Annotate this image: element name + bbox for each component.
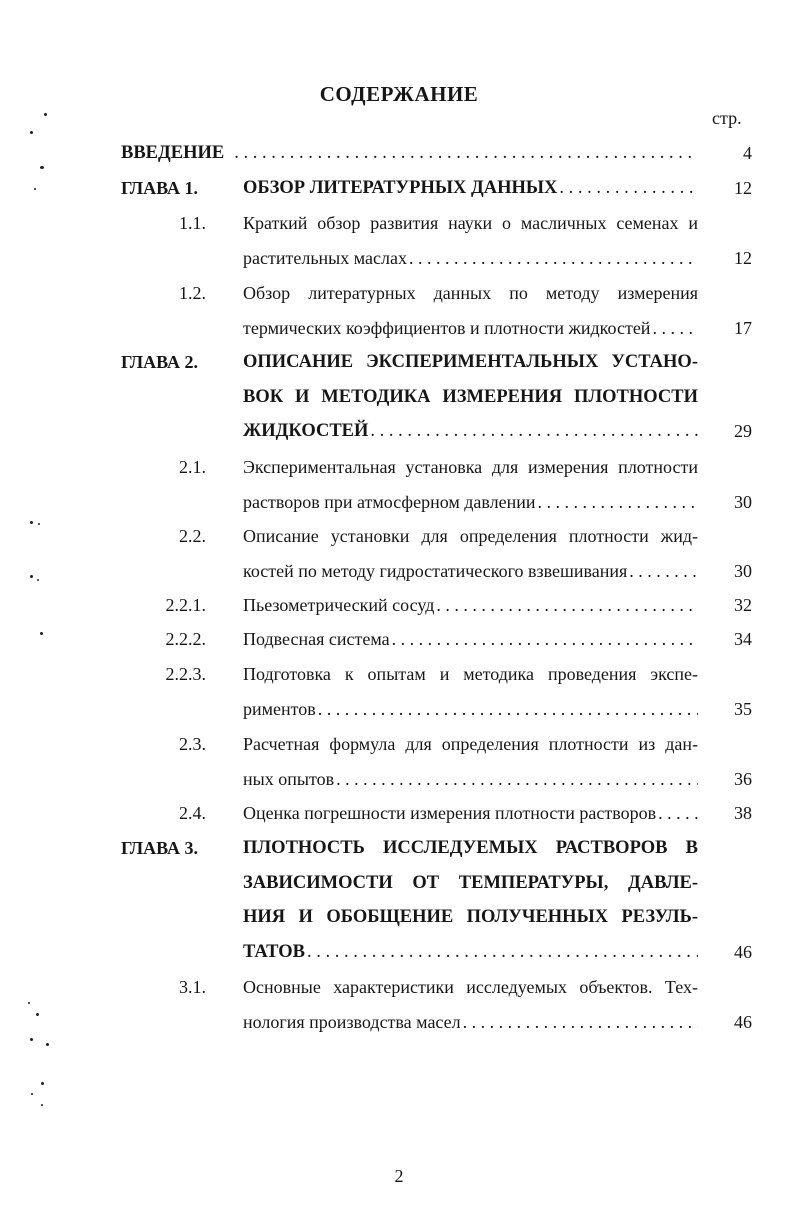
toc-section-number: 2.2. — [179, 526, 206, 546]
toc-page-number: 46 — [734, 942, 752, 962]
toc-line: ВОК И МЕТОДИКА ИЗМЕРЕНИЯ ПЛОТНОСТИ — [243, 386, 698, 407]
toc-line: Краткий обзор развития науки о масличных семенах и — [243, 213, 698, 233]
toc-line-text: растительных маслах — [243, 247, 407, 268]
toc-line: Расчетная формула для определения плотности из дан- — [243, 734, 698, 754]
toc-line-text: растворов при атмосферном давлении — [243, 491, 536, 512]
toc-page-number: 32 — [734, 595, 752, 615]
toc-entry-text — [243, 519, 698, 588]
footer-page-number: 2 — [394, 1166, 404, 1186]
leader-dots — [234, 136, 698, 171]
toc-page-number: 35 — [734, 698, 752, 719]
toc-entry-text — [243, 276, 698, 345]
toc-line — [121, 136, 698, 171]
toc-entry-text — [243, 206, 698, 275]
toc-line — [243, 241, 698, 276]
toc-section-number: 3.1. — [179, 977, 206, 997]
toc-line — [243, 796, 698, 831]
toc-page-number: 38 — [734, 803, 752, 823]
toc-line: ЗАВИСИМОСТИ ОТ ТЕМПЕРАТУРЫ, ДАВЛЕ- — [243, 872, 698, 893]
toc-entry-text — [121, 136, 698, 171]
leader-dots — [392, 622, 698, 657]
leader-dots — [463, 1005, 698, 1040]
toc-page-number: 12 — [734, 247, 752, 268]
toc-line-text: ТАТОВ — [243, 941, 305, 962]
toc-entry-text — [243, 588, 698, 623]
toc-entry-text — [243, 796, 698, 831]
toc-line — [243, 171, 698, 206]
toc-line-text: ных опытов — [243, 768, 335, 789]
toc-line — [243, 588, 698, 623]
toc-line-text: нология производства масел — [243, 1011, 461, 1032]
toc-line-text: Оценка погрешности измерения плотности растворов — [243, 803, 657, 823]
toc-page-number: 17 — [734, 317, 752, 338]
toc-line — [243, 692, 698, 727]
toc-line — [243, 1005, 698, 1040]
toc-line — [243, 762, 698, 797]
toc-entry-text — [243, 727, 698, 796]
toc-line: ПЛОТНОСТЬ ИССЛЕДУЕМЫХ РАСТВОРОВ В — [243, 838, 698, 858]
leader-dots — [559, 171, 698, 206]
toc-entry-text — [243, 345, 698, 449]
toc-page-number: 34 — [734, 629, 752, 649]
toc-section-number: 2.2.2. — [165, 629, 206, 649]
toc-line-text: ВВЕДЕНИЕ — [121, 143, 225, 163]
toc-page-number: 36 — [734, 768, 752, 789]
page-column-label: стр. — [712, 108, 742, 128]
toc-line: Подготовка к опытам и методика проведения экспе- — [243, 664, 698, 684]
toc-line — [243, 554, 698, 589]
leader-dots — [652, 311, 698, 346]
toc-line-text: ОБЗОР ЛИТЕРАТУРНЫХ ДАННЫХ — [243, 178, 558, 198]
toc-line: Экспериментальная установка для измерения плотности — [243, 457, 698, 477]
toc-page-number: 46 — [734, 1011, 752, 1032]
toc-line-text: костей по методу гидростатического взвешивания — [243, 560, 628, 581]
toc-entry-text — [243, 970, 698, 1039]
toc-line — [243, 935, 698, 970]
toc-line-text: Пьезометрический сосуд — [243, 595, 435, 615]
toc-section-number: 2.3. — [179, 734, 206, 754]
toc-section-number: 2.2.1. — [165, 595, 206, 615]
toc-line: НИЯ И ОБОБЩЕНИЕ ПОЛУЧЕННЫХ РЕЗУЛЬ- — [243, 907, 698, 927]
toc-section-number: 1.1. — [179, 213, 206, 233]
toc-line-text: Подвесная система — [243, 629, 390, 649]
toc-page-number: 12 — [734, 178, 752, 198]
toc-line: Обзор литературных данных по методу измерения — [243, 283, 698, 303]
toc-section-number: 1.2. — [179, 283, 206, 303]
toc-entry-text — [243, 831, 698, 969]
toc-entry-text — [243, 622, 698, 657]
toc-page-number: 30 — [734, 560, 752, 581]
toc-chapter-label: ГЛАВА 3. — [121, 838, 199, 858]
leader-dots — [436, 588, 698, 623]
toc-line — [243, 311, 698, 346]
toc-line-text: термических коэффициентов и плотности жидкостей — [243, 317, 651, 338]
toc-line: Основные характеристики исследуемых объектов. Тех- — [243, 977, 698, 997]
toc-line — [243, 622, 698, 657]
toc-section-number: 2.4. — [179, 803, 206, 823]
toc-page-number: 29 — [734, 421, 752, 441]
toc-page-number: 30 — [734, 491, 752, 512]
toc-section-number: 2.1. — [179, 457, 206, 477]
toc-line-text: ЖИДКОСТЕЙ — [243, 421, 369, 441]
toc-chapter-label: ГЛАВА 1. — [121, 178, 199, 198]
toc-entry-text — [243, 657, 698, 726]
leader-dots — [658, 796, 698, 831]
toc-section-number: 2.2.3. — [165, 664, 206, 684]
toc-line: ОПИСАНИЕ ЭКСПЕРИМЕНТАЛЬНЫХ УСТАНО- — [243, 352, 698, 372]
leader-dots — [409, 241, 698, 276]
toc-line — [243, 414, 698, 449]
leader-dots — [629, 554, 698, 589]
toc-entry-text — [243, 450, 698, 519]
leader-dots — [318, 692, 698, 727]
leader-dots — [336, 762, 698, 797]
leader-dots — [370, 414, 698, 449]
toc-line-text: риментов — [243, 698, 316, 719]
toc-entry-text — [243, 171, 698, 206]
toc-line: Описание установки для определения плотности жид- — [243, 526, 698, 546]
toc-chapter-label: ГЛАВА 2. — [121, 352, 199, 372]
leader-dots — [307, 935, 698, 970]
toc-page-number: 4 — [743, 143, 752, 163]
toc-line — [243, 485, 698, 520]
page-title: СОДЕРЖАНИЕ — [319, 82, 479, 106]
leader-dots — [538, 485, 698, 520]
